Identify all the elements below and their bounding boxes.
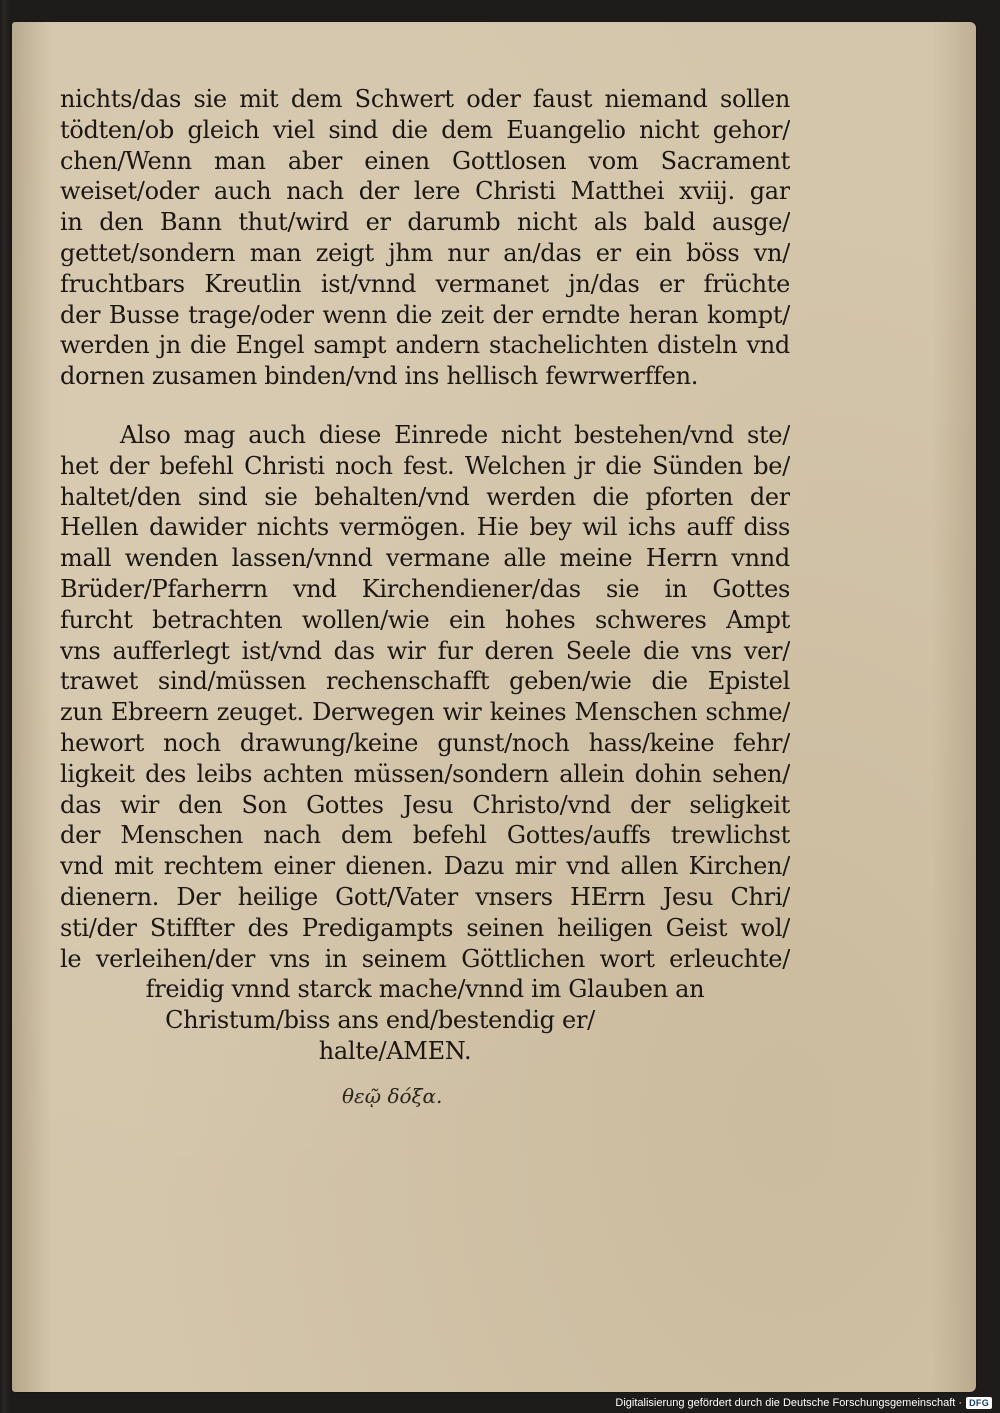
closing-line: freidig vnnd starck mache/vnnd im Glauben an <box>145 975 705 1004</box>
text-line: chen/Wenn man aber einen Gottlosen vom Sacrament <box>60 146 790 175</box>
text-line: nichts/das sie mit dem Schwert oder faust niemand sollen <box>60 85 790 113</box>
text-line: mall wenden lassen/vnnd vermane alle meine Herrn vnnd <box>60 544 790 573</box>
body-text <box>60 84 790 1067</box>
text-line: het der befehl Christi noch fest. Welchen jr die Sünden be/ <box>60 451 790 480</box>
closing-line-amen: halte/AMEN. <box>318 1036 472 1065</box>
text-line: furcht betrachten wollen/wie ein hohes schweres Ampt <box>60 605 790 634</box>
text-line: weiset/oder auch nach der lere Christi Matthei xviij. gar <box>60 177 790 206</box>
text-line: Also mag auch diese Einrede nicht bestehen/vnd ste/ <box>120 420 790 449</box>
text-line: Hellen dawider nichts vermögen. Hie bey wil ichs auff diss <box>60 513 790 542</box>
text-line: haltet/den sind sie behalten/vnd werden die pforten der <box>60 482 790 511</box>
text-line: sti/der Stiffter des Predigampts seinen heiligen Geist wol/ <box>60 913 790 942</box>
dfg-logo-icon: DFG <box>966 1397 992 1409</box>
book-page <box>12 22 976 1392</box>
text-line: vnd mit rechtem einer dienen. Dazu mir vnd allen Kirchen/ <box>60 852 790 881</box>
text-line: vns aufferlegt ist/vnd das wir fur deren Seele die vns ver/ <box>60 636 790 665</box>
text-line: hewort noch drawung/keine gunst/noch hass/keine fehr/ <box>60 728 790 757</box>
digitization-footer <box>615 1397 992 1409</box>
text-line: tödten/ob gleich viel sind die dem Euangelio nicht gehor/ <box>60 115 790 144</box>
greek-motto: θεῷ δόξα. <box>342 1084 443 1108</box>
paragraph-2 <box>60 420 790 1067</box>
text-line: gettet/sondern man zeigt jhm nur an/das er ein böss vn/ <box>60 238 790 267</box>
text-line: der Busse trage/oder wenn die zeit der erndte heran kompt/ <box>60 300 790 329</box>
text-line: le verleihen/der vns in seinem Göttlichen wort erleuchte/ <box>60 944 790 973</box>
footer-credit: Digitalisierung gefördert durch die Deutsche Forschungsgemeinschaft · <box>615 1397 963 1409</box>
closing-line: Christum/biss ans end/bestendig er/ <box>165 1006 595 1035</box>
text-line: in den Bann thut/wird er darumb nicht als bald ausge/ <box>60 208 790 237</box>
text-line: dornen zusamen binden/vnd ins hellisch fewrwerffen. <box>60 362 699 391</box>
text-line: trawet sind/müssen rechenschafft geben/wie die Epistel <box>60 667 790 696</box>
text-line: ligkeit des leibs achten müssen/sondern allein dohin sehen/ <box>60 759 790 788</box>
paragraph-1 <box>60 84 790 392</box>
text-line: Brüder/Pfarherrn vnd Kirchendiener/das sie in Gottes <box>60 574 790 603</box>
text-line: das wir den Son Gottes Jesu Christo/vnd der seligkeit <box>60 790 790 819</box>
text-line: der Menschen nach dem befehl Gottes/auffs trewlichst <box>60 821 790 850</box>
text-line: fruchtbars Kreutlin ist/vnnd vermanet jn/das er früchte <box>60 269 790 298</box>
text-line: zun Ebreern zeuget. Derwegen wir keines Menschen schme/ <box>60 698 790 727</box>
text-line: werden jn die Engel sampt andern stachelichten disteln vnd <box>60 331 790 360</box>
text-line: dienern. Der heilige Gott/Vater vnsers HErrn Jesu Chri/ <box>60 882 790 911</box>
